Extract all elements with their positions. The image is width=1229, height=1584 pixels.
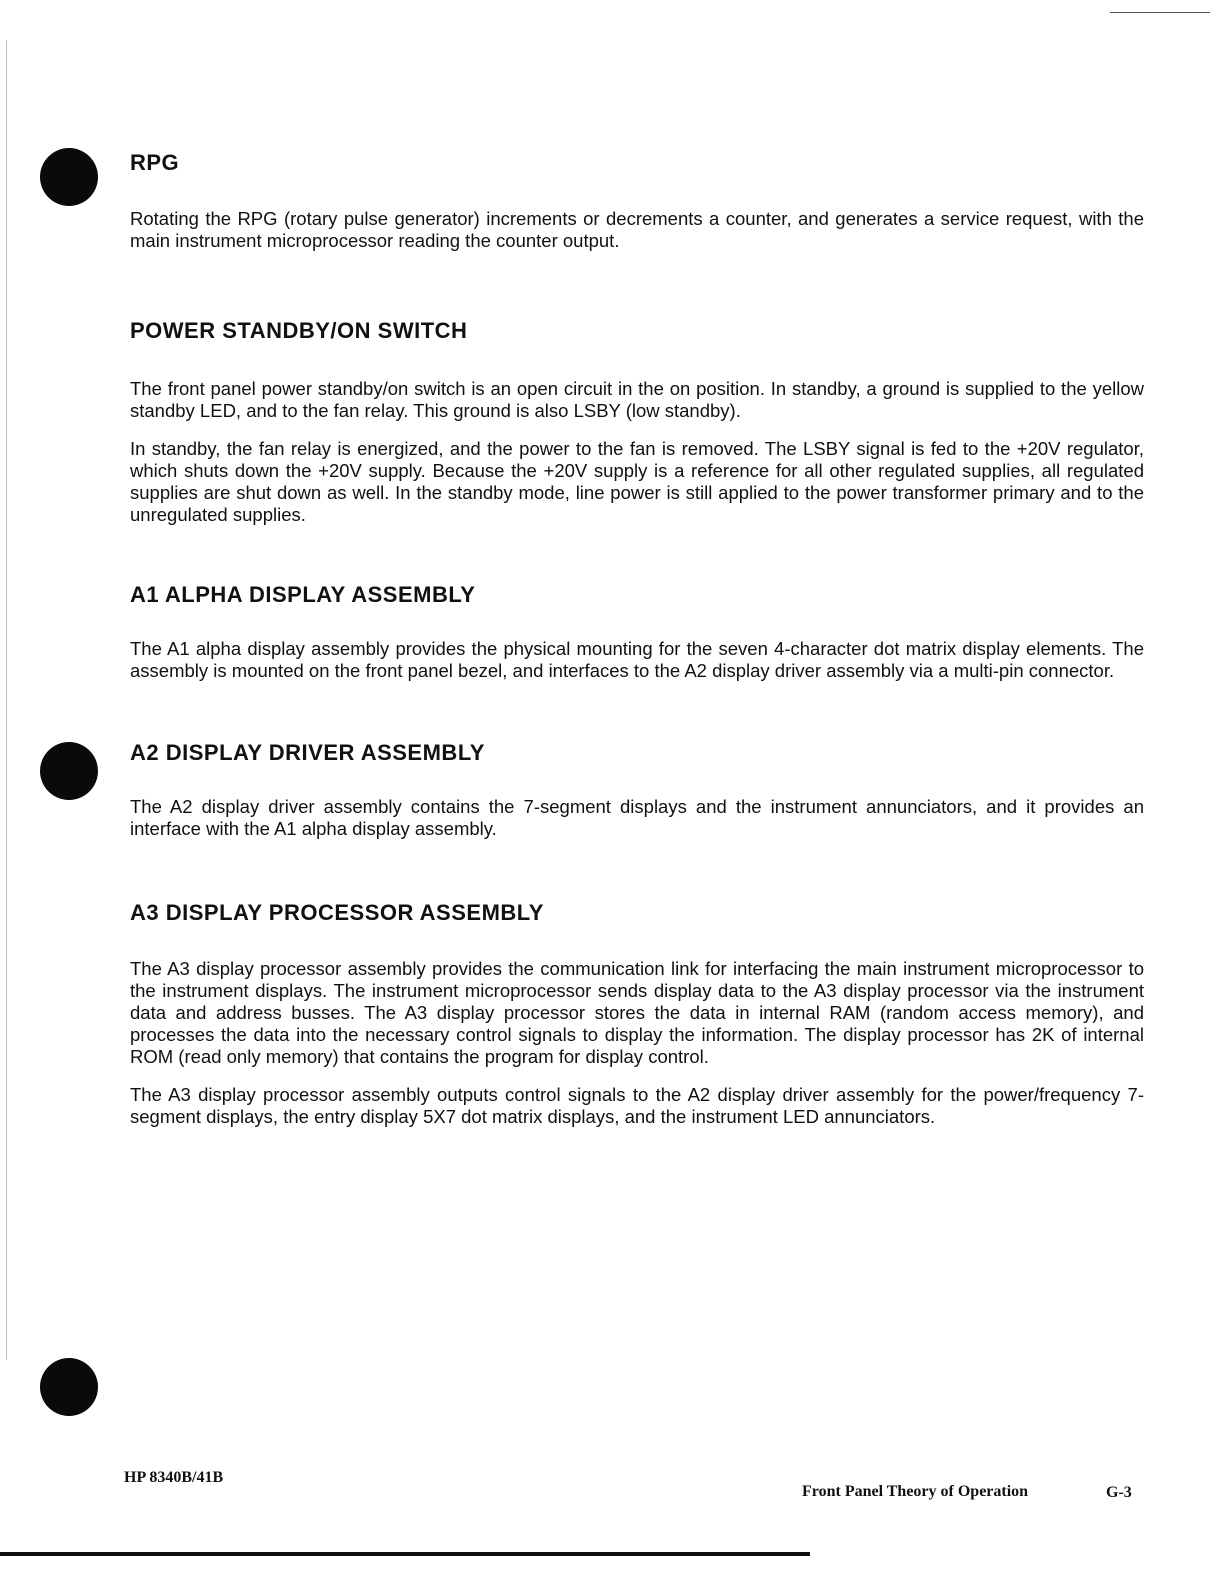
section-heading: A1 ALPHA DISPLAY ASSEMBLY [130,582,476,607]
section-paragraph: Rotating the RPG (rotary pulse generator) increments or decrements a counter, and generates a service request, with the main instrument microprocessor reading the counter output. [130,208,1144,251]
main-content [130,150,1144,1144]
footer-page-number: G-3 [1106,1484,1132,1501]
bottom-rule [0,1552,810,1556]
footer-chapter-title: Front Panel Theory of Operation [802,1483,1029,1500]
section-paragraph: The A2 display driver assembly contains the 7-segment displays and the instrument annunciators, and it provides an interface with the A1 alpha display assembly. [130,796,1144,839]
left-page-edge [6,40,7,1360]
top-rule [1110,12,1210,13]
footer-model: HP 8340B/41B [124,1469,224,1486]
section-a1-alpha-display [130,582,1144,682]
section-rpg [130,150,1144,252]
section-a3-display-processor [130,900,1144,1128]
section-heading: RPG [130,150,180,175]
section-power-standby-switch [130,318,1144,526]
binder-hole-3 [40,1358,98,1416]
section-heading: A3 DISPLAY PROCESSOR ASSEMBLY [130,900,544,925]
binder-hole-2 [40,742,98,800]
section-paragraph: The front panel power standby/on switch is an open circuit in the on position. In standby, a ground is supplied to the yellow standby LED, and to the fan relay. This ground is also LSBY (low standby). [130,378,1144,421]
section-paragraph: The A1 alpha display assembly provides the physical mounting for the seven 4-character dot matrix display elements. The assembly is mounted on the front panel bezel, and interfaces to the A2 display driver assembly via a multi-pin connector. [130,638,1144,681]
section-heading: A2 DISPLAY DRIVER ASSEMBLY [130,740,485,765]
binder-hole-1 [40,148,98,206]
section-paragraph: The A3 display processor assembly provides the communication link for interfacing the main instrument microprocessor to the instrument displays. The instrument microprocessor sends display data to the A3 display processor via the instrument data and address busses. The A3 display processor stores the data in internal RAM (random access memory), and processes the data into the necessary control signals to display the information. The display processor has 2K of internal ROM (read only memory) that contains the program for display control. [130,958,1144,1067]
section-paragraph: The A3 display processor assembly outputs control signals to the A2 display driver assembly for the power/frequency 7-segment displays, the entry display 5X7 dot matrix displays, and the instrument LED annunciators. [130,1084,1144,1127]
section-a2-display-driver [130,740,1144,840]
section-paragraph: In standby, the fan relay is energized, and the power to the fan is removed. The LSBY signal is fed to the +20V regulator, which shuts down the +20V supply. Because the +20V supply is a reference for all other regulated supplies, all regulated supplies are shut down as well. In the standby mode, line power is still applied to the power transformer primary and to the unregulated supplies. [130,438,1144,525]
section-heading: POWER STANDBY/ON SWITCH [130,318,468,343]
